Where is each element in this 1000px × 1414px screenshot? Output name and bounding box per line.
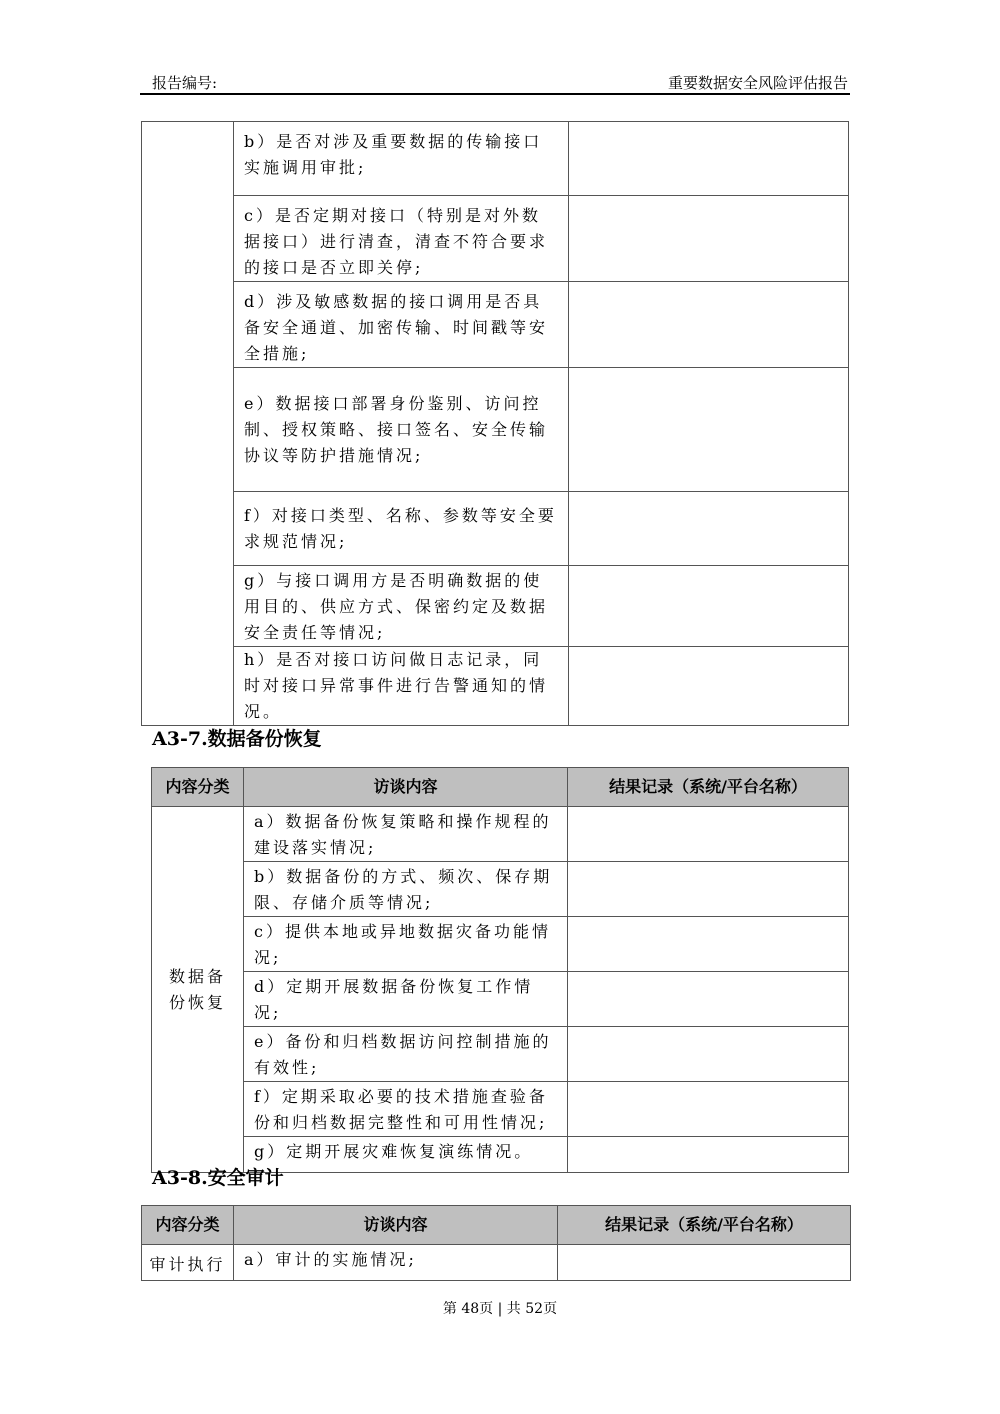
document-title: 重要数据安全风险评估报告 (667, 74, 848, 92)
table-row: b）数据备份的方式、频次、保存期限、存储介质等情况; (244, 862, 568, 917)
category-cell (142, 122, 234, 726)
result-cell[interactable] (568, 972, 849, 1027)
table-row: h）是否对接口访问做日志记录，同时对接口异常事件进行告警通知的情况。 (234, 647, 569, 726)
section-heading-a3-7: A3-7.数据备份恢复 (152, 728, 322, 750)
table-row: g）与接口调用方是否明确数据的使用目的、供应方式、保密约定及数据安全责任等情况; (234, 566, 569, 647)
table-row: c）是否定期对接口（特别是对外数据接口）进行清查，清查不符合要求的接口是否立即关停; (234, 196, 569, 282)
section-heading-a3-8: A3-8.安全审计 (152, 1167, 284, 1189)
result-cell[interactable] (568, 1027, 849, 1082)
table-row: a）数据备份恢复策略和操作规程的建设落实情况; (244, 807, 568, 862)
table-row: c）提供本地或异地数据灾备功能情况; (244, 917, 568, 972)
result-cell[interactable] (569, 492, 849, 566)
column-header-content: 访谈内容 (234, 1206, 558, 1245)
result-cell[interactable] (569, 282, 849, 368)
table-row: e）数据接口部署身份鉴别、访问控制、授权策略、接口签名、安全传输协议等防护措施情况; (234, 368, 569, 492)
column-header-content: 访谈内容 (244, 768, 568, 807)
result-cell[interactable] (568, 1082, 849, 1137)
table-row: d）定期开展数据备份恢复工作情况; (244, 972, 568, 1027)
result-cell[interactable] (569, 196, 849, 282)
column-header-result: 结果记录（系统/平台名称） (568, 768, 849, 807)
backup-recovery-table (151, 767, 849, 1173)
result-cell[interactable] (568, 862, 849, 917)
header-divider (140, 93, 850, 95)
table-row: g）定期开展灾难恢复演练情况。 (244, 1137, 568, 1173)
column-header-category: 内容分类 (142, 1206, 234, 1245)
table-row: a）审计的实施情况; (234, 1245, 558, 1281)
page-number: 第 48页 | 共 52页 (442, 1301, 558, 1317)
result-cell[interactable] (568, 807, 849, 862)
column-header-result: 结果记录（系统/平台名称） (558, 1206, 851, 1245)
result-cell[interactable] (568, 1137, 849, 1173)
result-cell[interactable] (569, 368, 849, 492)
table-row: f）对接口类型、名称、参数等安全要求规范情况; (234, 492, 569, 566)
interface-security-table (141, 121, 849, 726)
table-row: f）定期采取必要的技术措施查验备份和归档数据完整性和可用性情况; (244, 1082, 568, 1137)
report-number-label: 报告编号: (152, 74, 218, 92)
result-cell[interactable] (569, 647, 849, 726)
category-cell: 审计执行 (142, 1245, 234, 1281)
table-row: d）涉及敏感数据的接口调用是否具备安全通道、加密传输、时间戳等安全措施; (234, 282, 569, 368)
table-row: e）备份和归档数据访问控制措施的有效性; (244, 1027, 568, 1082)
result-cell[interactable] (569, 566, 849, 647)
column-header-category: 内容分类 (152, 768, 244, 807)
security-audit-table (141, 1205, 851, 1281)
result-cell[interactable] (569, 122, 849, 196)
category-cell: 数据备份恢复 (152, 807, 244, 1173)
result-cell[interactable] (568, 917, 849, 972)
table-row: b）是否对涉及重要数据的传输接口实施调用审批; (234, 122, 569, 196)
result-cell[interactable] (558, 1245, 851, 1281)
